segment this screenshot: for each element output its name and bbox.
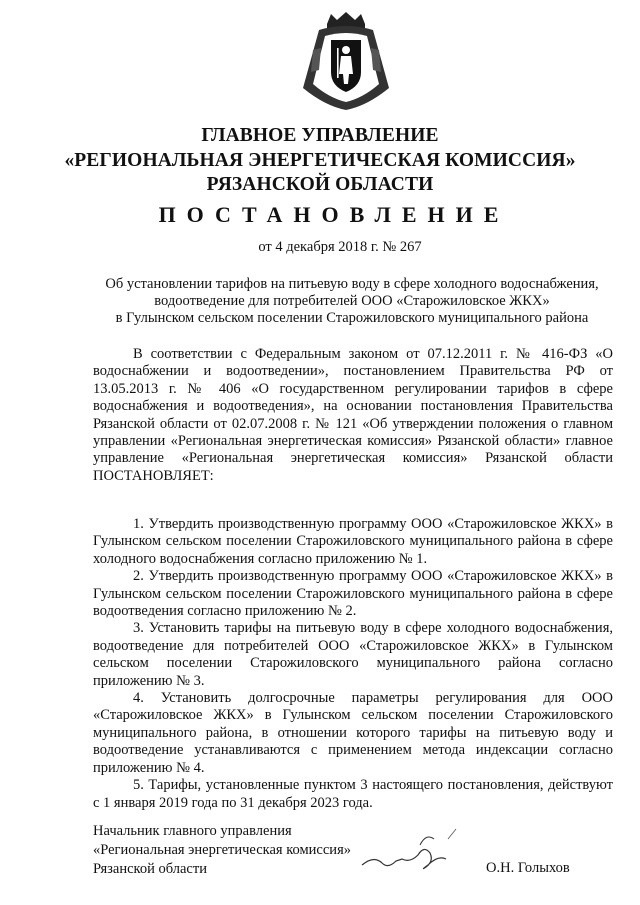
signer-position-line: Начальник главного управления xyxy=(93,823,292,839)
subject-line: Об установлении тарифов на питьевую воду в сфере холодного водоснабжения, xyxy=(105,276,599,292)
signer-position-line: «Региональная энергетическая комиссия» xyxy=(93,842,351,858)
resolution-item: 2. Утвердить производственную программу ООО «Старожиловское ЖКХ» в Гулынском сельском поселении Старожиловского муниципального района в сфере водоотведения согласно приложению № 2. xyxy=(93,568,613,620)
agency-title-line-3: РЯЗАНСКОЙ ОБЛАСТИ xyxy=(206,174,434,195)
coat-of-arms-icon xyxy=(297,10,395,114)
subject-line: в Гулынском сельском поселении Старожиловского муниципального района xyxy=(115,310,589,327)
subject-line: водоотведение для потребителей ООО «Старожиловское ЖКХ» xyxy=(154,293,550,310)
signer-position-line: Рязанской области xyxy=(93,861,207,877)
resolution-item: 5. Тарифы, установленные пунктом 3 настоящего постановления, действуют с 1 января 2019 года по 31 декабря 2023 года. xyxy=(93,777,613,811)
resolution-items xyxy=(93,516,613,812)
preamble-paragraph: В соответствии с Федеральным законом от 07.12.2011 г. № 416-ФЗ «О водоснабжении и водоотведении», постановлением Правительства РФ от 13.05.2013 г. № 406 «О государственном регулировании тарифов в сфере водоснабжения и водоотведения», на основании постановления Правительства Рязанской области от 02.07.2008 г. № 121 «Об утверждении положения о главном управлении «Региональная энергетическая комиссия» Рязанской области» главное управление «Региональная энергетическая комиссия» Рязанской области ПОСТАНОВЛЯЕТ: xyxy=(93,346,613,484)
agency-title-line-1: ГЛАВНОЕ УПРАВЛЕНИЕ xyxy=(201,125,439,146)
handwritten-signature-icon xyxy=(360,825,468,877)
agency-title-line-2: «РЕГИОНАЛЬНАЯ ЭНЕРГЕТИЧЕСКАЯ КОМИССИЯ» xyxy=(64,150,576,171)
signer-name: О.Н. Голыхов xyxy=(486,860,570,876)
document-subject xyxy=(84,276,620,328)
signer-position xyxy=(93,822,351,879)
resolution-item: 4. Установить долгосрочные параметры регулирования для ООО «Старожиловское ЖКХ» в Гулынском сельском поселении Старожиловского муниципального района, в отношении которого тарифы на питьевую воду и водоотведение устанавливаются с применением метода индексации согласно приложению № 4. xyxy=(93,690,613,776)
document-type-title: ПОСТАНОВЛЕНИЕ xyxy=(158,202,510,227)
resolution-item: 3. Установить тарифы на питьевую воду в сфере холодного водоснабжения, водоотведение для потребителей ООО «Старожиловское ЖКХ» в Гулынском сельском поселении Старожиловского муниципального района согласно приложению № 3. xyxy=(93,620,613,689)
document-date-number: от 4 декабря 2018 г. № 267 xyxy=(258,239,422,255)
resolution-item: 1. Утвердить производственную программу ООО «Старожиловское ЖКХ» в Гулынском сельском поселении Старожиловского муниципального района в сфере холодного водоснабжения согласно приложению № 1. xyxy=(93,516,613,567)
